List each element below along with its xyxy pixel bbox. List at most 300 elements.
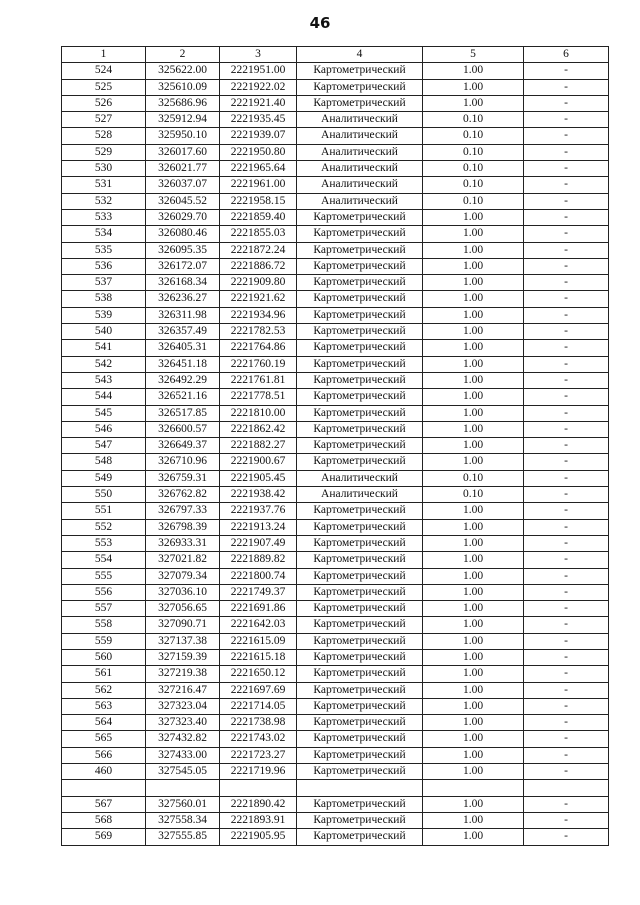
method-cell: Картометрический: [297, 340, 423, 356]
method-cell: Картометрический: [297, 275, 423, 291]
method-cell: Картометрический: [297, 568, 423, 584]
point-number-cell: 565: [62, 731, 146, 747]
y-coordinate-cell: 2221905.45: [220, 470, 297, 486]
note-cell: -: [524, 454, 609, 470]
note-cell: -: [524, 193, 609, 209]
table-row: [62, 780, 609, 796]
y-coordinate-cell: 2221921.40: [220, 95, 297, 111]
note-cell: -: [524, 682, 609, 698]
x-coordinate-cell: 325912.94: [146, 112, 220, 128]
accuracy-cell: 1.00: [423, 503, 524, 519]
x-coordinate-cell: 326021.77: [146, 161, 220, 177]
method-cell: Аналитический: [297, 177, 423, 193]
point-number-cell: 544: [62, 389, 146, 405]
x-coordinate-cell: 326521.16: [146, 389, 220, 405]
y-coordinate-cell: 2221764.86: [220, 340, 297, 356]
point-number-cell: 535: [62, 242, 146, 258]
table-row: [62, 405, 609, 421]
accuracy-cell: 0.10: [423, 177, 524, 193]
header-cell: 1: [62, 47, 146, 63]
note-cell: -: [524, 568, 609, 584]
accuracy-cell: 1.00: [423, 731, 524, 747]
x-coordinate-cell: 327090.71: [146, 617, 220, 633]
note-cell: -: [524, 617, 609, 633]
y-coordinate-cell: 2221882.27: [220, 438, 297, 454]
method-cell: Картометрический: [297, 63, 423, 79]
y-coordinate-cell: 2221615.18: [220, 649, 297, 665]
note-cell: -: [524, 649, 609, 665]
method-cell: Картометрический: [297, 812, 423, 828]
accuracy-cell: 1.00: [423, 405, 524, 421]
x-coordinate-cell: 327433.00: [146, 747, 220, 763]
x-coordinate-cell: 327216.47: [146, 682, 220, 698]
point-number-cell: 555: [62, 568, 146, 584]
x-coordinate-cell: 327219.38: [146, 666, 220, 682]
y-coordinate-cell: 2221615.09: [220, 633, 297, 649]
x-coordinate-cell: 326649.37: [146, 438, 220, 454]
table-row: [62, 715, 609, 731]
x-coordinate-cell: 326045.52: [146, 193, 220, 209]
x-coordinate-cell: 327079.34: [146, 568, 220, 584]
x-coordinate-cell: 326080.46: [146, 226, 220, 242]
x-coordinate-cell: 327558.34: [146, 812, 220, 828]
method-cell: Картометрический: [297, 519, 423, 535]
method-cell: Картометрический: [297, 79, 423, 95]
method-cell: Аналитический: [297, 161, 423, 177]
accuracy-cell: 1.00: [423, 454, 524, 470]
point-number-cell: 556: [62, 584, 146, 600]
point-number-cell: 540: [62, 324, 146, 340]
point-number-cell: 534: [62, 226, 146, 242]
accuracy-cell: 0.10: [423, 112, 524, 128]
y-coordinate-cell: 2221909.80: [220, 275, 297, 291]
point-number-cell: 564: [62, 715, 146, 731]
point-number-cell: 532: [62, 193, 146, 209]
accuracy-cell: 1.00: [423, 812, 524, 828]
x-coordinate-cell: 326357.49: [146, 324, 220, 340]
point-number-cell: 542: [62, 356, 146, 372]
table-row: [62, 389, 609, 405]
point-number-cell: 530: [62, 161, 146, 177]
note-cell: -: [524, 242, 609, 258]
table-row: [62, 698, 609, 714]
point-number-cell: 551: [62, 503, 146, 519]
accuracy-cell: 1.00: [423, 63, 524, 79]
note-cell: -: [524, 79, 609, 95]
accuracy-cell: 1.00: [423, 747, 524, 763]
method-cell: Картометрический: [297, 226, 423, 242]
note-cell: -: [524, 829, 609, 845]
point-number-cell: 566: [62, 747, 146, 763]
note-cell: -: [524, 764, 609, 780]
note-cell: -: [524, 291, 609, 307]
method-cell: Картометрический: [297, 731, 423, 747]
note-cell: -: [524, 633, 609, 649]
point-number-cell: 527: [62, 112, 146, 128]
x-coordinate-cell: 325610.09: [146, 79, 220, 95]
method-cell: Картометрический: [297, 503, 423, 519]
method-cell: Картометрический: [297, 372, 423, 388]
note-cell: -: [524, 161, 609, 177]
table-row: [62, 454, 609, 470]
y-coordinate-cell: 2221778.51: [220, 389, 297, 405]
accuracy-cell: 1.00: [423, 356, 524, 372]
method-cell: Картометрический: [297, 682, 423, 698]
table-row: [62, 226, 609, 242]
point-number-cell: 549: [62, 470, 146, 486]
header-cell: 5: [423, 47, 524, 63]
note-cell: -: [524, 63, 609, 79]
note-cell: -: [524, 405, 609, 421]
method-cell: Картометрический: [297, 324, 423, 340]
point-number-cell: 559: [62, 633, 146, 649]
table-row: [62, 112, 609, 128]
y-coordinate-cell: 2221905.95: [220, 829, 297, 845]
note-cell: -: [524, 128, 609, 144]
accuracy-cell: 1.00: [423, 438, 524, 454]
table-row: [62, 633, 609, 649]
x-coordinate-cell: 326797.33: [146, 503, 220, 519]
accuracy-cell: 1.00: [423, 796, 524, 812]
method-cell: Картометрический: [297, 601, 423, 617]
method-cell: Картометрический: [297, 389, 423, 405]
accuracy-cell: 1.00: [423, 307, 524, 323]
table-row: [62, 291, 609, 307]
table-row: [62, 535, 609, 551]
y-coordinate-cell: 2221650.12: [220, 666, 297, 682]
header-cell: 2: [146, 47, 220, 63]
point-number-cell: 543: [62, 372, 146, 388]
y-coordinate-cell: 2221951.00: [220, 63, 297, 79]
note-cell: -: [524, 340, 609, 356]
y-coordinate-cell: 2221922.02: [220, 79, 297, 95]
method-cell: Аналитический: [297, 144, 423, 160]
method-cell: Картометрический: [297, 633, 423, 649]
table-row: [62, 324, 609, 340]
accuracy-cell: [423, 780, 524, 796]
note-cell: -: [524, 356, 609, 372]
point-number-cell: 526: [62, 95, 146, 111]
point-number-cell: 563: [62, 698, 146, 714]
y-coordinate-cell: 2221935.45: [220, 112, 297, 128]
table-row: [62, 552, 609, 568]
y-coordinate-cell: 2221950.80: [220, 144, 297, 160]
point-number-cell: 553: [62, 535, 146, 551]
x-coordinate-cell: 326933.31: [146, 535, 220, 551]
x-coordinate-cell: 325686.96: [146, 95, 220, 111]
accuracy-cell: 0.10: [423, 487, 524, 503]
table-row: [62, 307, 609, 323]
y-coordinate-cell: 2221800.74: [220, 568, 297, 584]
x-coordinate-cell: 326172.07: [146, 258, 220, 274]
method-cell: Картометрический: [297, 764, 423, 780]
table-header-row: [62, 47, 609, 63]
point-number-cell: 569: [62, 829, 146, 845]
point-number-cell: 541: [62, 340, 146, 356]
x-coordinate-cell: 325622.00: [146, 63, 220, 79]
table-row: [62, 144, 609, 160]
accuracy-cell: 1.00: [423, 666, 524, 682]
method-cell: Картометрический: [297, 356, 423, 372]
accuracy-cell: 1.00: [423, 242, 524, 258]
point-number-cell: 560: [62, 649, 146, 665]
table-row: [62, 209, 609, 225]
x-coordinate-cell: 326095.35: [146, 242, 220, 258]
table-row: [62, 372, 609, 388]
table-row: [62, 764, 609, 780]
x-coordinate-cell: 327555.85: [146, 829, 220, 845]
accuracy-cell: 1.00: [423, 324, 524, 340]
note-cell: -: [524, 747, 609, 763]
method-cell: Картометрический: [297, 649, 423, 665]
y-coordinate-cell: 2221862.42: [220, 421, 297, 437]
y-coordinate-cell: 2221749.37: [220, 584, 297, 600]
note-cell: -: [524, 535, 609, 551]
y-coordinate-cell: 2221934.96: [220, 307, 297, 323]
note-cell: -: [524, 275, 609, 291]
y-coordinate-cell: 2221893.91: [220, 812, 297, 828]
table-row: [62, 421, 609, 437]
table-row: [62, 519, 609, 535]
y-coordinate-cell: 2221719.96: [220, 764, 297, 780]
note-cell: -: [524, 601, 609, 617]
accuracy-cell: 1.00: [423, 698, 524, 714]
accuracy-cell: 1.00: [423, 79, 524, 95]
table-row: [62, 470, 609, 486]
point-number-cell: 558: [62, 617, 146, 633]
method-cell: Картометрический: [297, 747, 423, 763]
point-number-cell: 537: [62, 275, 146, 291]
point-number-cell: 525: [62, 79, 146, 95]
method-cell: Картометрический: [297, 715, 423, 731]
y-coordinate-cell: 2221900.67: [220, 454, 297, 470]
x-coordinate-cell: 327323.40: [146, 715, 220, 731]
y-coordinate-cell: 2221938.42: [220, 487, 297, 503]
table-row: [62, 812, 609, 828]
page-number: 46: [309, 14, 331, 32]
y-coordinate-cell: 2221691.86: [220, 601, 297, 617]
method-cell: Картометрический: [297, 405, 423, 421]
accuracy-cell: 1.00: [423, 617, 524, 633]
accuracy-cell: 1.00: [423, 633, 524, 649]
note-cell: [524, 780, 609, 796]
method-cell: Аналитический: [297, 112, 423, 128]
table-row: [62, 128, 609, 144]
method-cell: Картометрический: [297, 666, 423, 682]
accuracy-cell: 1.00: [423, 519, 524, 535]
y-coordinate-cell: 2221782.53: [220, 324, 297, 340]
note-cell: -: [524, 731, 609, 747]
accuracy-cell: 0.10: [423, 144, 524, 160]
method-cell: Картометрический: [297, 258, 423, 274]
accuracy-cell: 1.00: [423, 340, 524, 356]
note-cell: -: [524, 715, 609, 731]
x-coordinate-cell: 326017.60: [146, 144, 220, 160]
x-coordinate-cell: 326311.98: [146, 307, 220, 323]
note-cell: -: [524, 698, 609, 714]
method-cell: Картометрический: [297, 307, 423, 323]
accuracy-cell: 1.00: [423, 95, 524, 111]
point-number-cell: 548: [62, 454, 146, 470]
header-cell: 6: [524, 47, 609, 63]
method-cell: Аналитический: [297, 470, 423, 486]
table-row: [62, 95, 609, 111]
accuracy-cell: 1.00: [423, 226, 524, 242]
y-coordinate-cell: [220, 780, 297, 796]
table-row: [62, 63, 609, 79]
point-number-cell: 539: [62, 307, 146, 323]
point-number-cell: 562: [62, 682, 146, 698]
y-coordinate-cell: 2221642.03: [220, 617, 297, 633]
method-cell: Картометрический: [297, 829, 423, 845]
x-coordinate-cell: 325950.10: [146, 128, 220, 144]
accuracy-cell: 1.00: [423, 372, 524, 388]
y-coordinate-cell: 2221913.24: [220, 519, 297, 535]
table-row: [62, 503, 609, 519]
table-row: [62, 258, 609, 274]
note-cell: -: [524, 519, 609, 535]
accuracy-cell: 1.00: [423, 209, 524, 225]
header-cell: 4: [297, 47, 423, 63]
y-coordinate-cell: 2221872.24: [220, 242, 297, 258]
table-row: [62, 747, 609, 763]
point-number-cell: 561: [62, 666, 146, 682]
y-coordinate-cell: 2221890.42: [220, 796, 297, 812]
note-cell: -: [524, 258, 609, 274]
coordinates-table: [61, 46, 609, 846]
note-cell: -: [524, 144, 609, 160]
method-cell: Картометрический: [297, 535, 423, 551]
note-cell: -: [524, 112, 609, 128]
note-cell: -: [524, 95, 609, 111]
table-row: [62, 193, 609, 209]
accuracy-cell: 1.00: [423, 568, 524, 584]
y-coordinate-cell: 2221761.81: [220, 372, 297, 388]
method-cell: Аналитический: [297, 193, 423, 209]
note-cell: -: [524, 487, 609, 503]
point-number-cell: 567: [62, 796, 146, 812]
table-row: [62, 161, 609, 177]
x-coordinate-cell: 326029.70: [146, 209, 220, 225]
x-coordinate-cell: 327036.10: [146, 584, 220, 600]
x-coordinate-cell: 327159.39: [146, 649, 220, 665]
method-cell: Картометрический: [297, 796, 423, 812]
note-cell: -: [524, 666, 609, 682]
y-coordinate-cell: 2221961.00: [220, 177, 297, 193]
accuracy-cell: 1.00: [423, 584, 524, 600]
table-row: [62, 275, 609, 291]
note-cell: -: [524, 470, 609, 486]
point-number-cell: 557: [62, 601, 146, 617]
y-coordinate-cell: 2221958.15: [220, 193, 297, 209]
table-row: [62, 666, 609, 682]
table-row: [62, 796, 609, 812]
y-coordinate-cell: 2221738.98: [220, 715, 297, 731]
y-coordinate-cell: 2221921.62: [220, 291, 297, 307]
y-coordinate-cell: 2221760.19: [220, 356, 297, 372]
y-coordinate-cell: 2221697.69: [220, 682, 297, 698]
y-coordinate-cell: 2221714.05: [220, 698, 297, 714]
table-row: [62, 584, 609, 600]
point-number-cell: 554: [62, 552, 146, 568]
y-coordinate-cell: 2221859.40: [220, 209, 297, 225]
note-cell: -: [524, 584, 609, 600]
table-row: [62, 731, 609, 747]
accuracy-cell: 1.00: [423, 258, 524, 274]
accuracy-cell: 1.00: [423, 421, 524, 437]
x-coordinate-cell: 326798.39: [146, 519, 220, 535]
note-cell: -: [524, 324, 609, 340]
method-cell: Картометрический: [297, 454, 423, 470]
x-coordinate-cell: 326759.31: [146, 470, 220, 486]
note-cell: -: [524, 552, 609, 568]
x-coordinate-cell: 327432.82: [146, 731, 220, 747]
x-coordinate-cell: [146, 780, 220, 796]
x-coordinate-cell: 326037.07: [146, 177, 220, 193]
method-cell: Картометрический: [297, 617, 423, 633]
table-row: [62, 177, 609, 193]
accuracy-cell: 1.00: [423, 535, 524, 551]
note-cell: -: [524, 177, 609, 193]
accuracy-cell: 0.10: [423, 128, 524, 144]
y-coordinate-cell: 2221886.72: [220, 258, 297, 274]
point-number-cell: 528: [62, 128, 146, 144]
x-coordinate-cell: 327323.04: [146, 698, 220, 714]
table-body: [62, 47, 609, 846]
note-cell: -: [524, 438, 609, 454]
point-number-cell: 538: [62, 291, 146, 307]
x-coordinate-cell: 327545.05: [146, 764, 220, 780]
header-cell: 3: [220, 47, 297, 63]
accuracy-cell: 1.00: [423, 601, 524, 617]
method-cell: Картометрический: [297, 95, 423, 111]
y-coordinate-cell: 2221723.27: [220, 747, 297, 763]
note-cell: -: [524, 389, 609, 405]
note-cell: -: [524, 421, 609, 437]
point-number-cell: 531: [62, 177, 146, 193]
x-coordinate-cell: 326236.27: [146, 291, 220, 307]
accuracy-cell: 0.10: [423, 193, 524, 209]
point-number-cell: 546: [62, 421, 146, 437]
point-number-cell: 524: [62, 63, 146, 79]
y-coordinate-cell: 2221889.82: [220, 552, 297, 568]
method-cell: Картометрический: [297, 698, 423, 714]
accuracy-cell: 1.00: [423, 389, 524, 405]
accuracy-cell: 1.00: [423, 291, 524, 307]
y-coordinate-cell: 2221939.07: [220, 128, 297, 144]
accuracy-cell: 1.00: [423, 552, 524, 568]
method-cell: [297, 780, 423, 796]
method-cell: Аналитический: [297, 487, 423, 503]
note-cell: -: [524, 372, 609, 388]
x-coordinate-cell: 326762.82: [146, 487, 220, 503]
x-coordinate-cell: 326710.96: [146, 454, 220, 470]
point-number-cell: 533: [62, 209, 146, 225]
note-cell: -: [524, 226, 609, 242]
accuracy-cell: 1.00: [423, 649, 524, 665]
point-number-cell: 552: [62, 519, 146, 535]
method-cell: Картометрический: [297, 552, 423, 568]
point-number-cell: 529: [62, 144, 146, 160]
accuracy-cell: 1.00: [423, 764, 524, 780]
accuracy-cell: 1.00: [423, 829, 524, 845]
table-row: [62, 682, 609, 698]
point-number-cell: 536: [62, 258, 146, 274]
y-coordinate-cell: 2221937.76: [220, 503, 297, 519]
note-cell: -: [524, 209, 609, 225]
method-cell: Картометрический: [297, 438, 423, 454]
accuracy-cell: 0.10: [423, 161, 524, 177]
